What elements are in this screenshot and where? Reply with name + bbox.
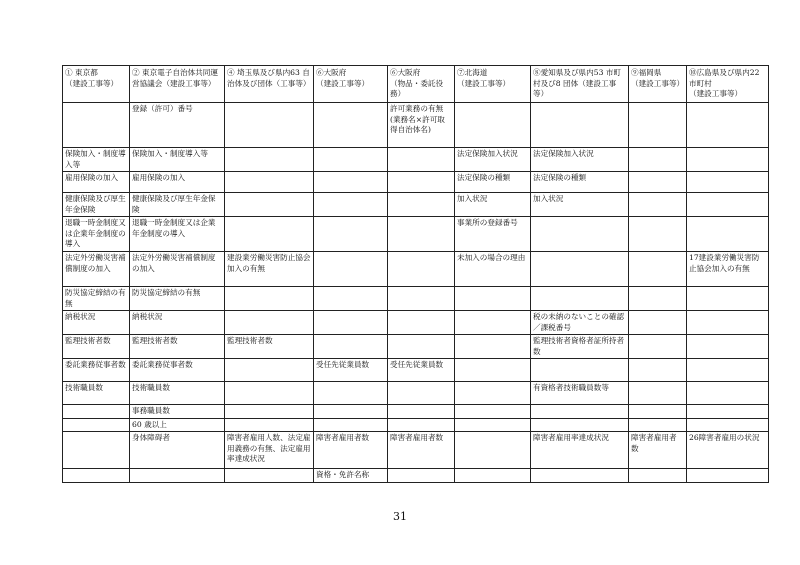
table-cell: [687, 103, 769, 148]
table-row-disabled: [63, 432, 769, 469]
table-cell: [531, 359, 629, 382]
table-cell: 障害者雇用者数: [388, 432, 455, 469]
table-cell: [63, 432, 130, 469]
table-row-accident-comp: [63, 252, 769, 287]
table-cell: [531, 469, 629, 483]
table-cell: [314, 311, 388, 335]
table-cell: [314, 217, 388, 252]
table-cell: [388, 335, 455, 359]
table-cell: [388, 217, 455, 252]
table-cell: [314, 172, 388, 193]
table-cell: [455, 382, 531, 405]
table-cell: [130, 469, 225, 483]
table-cell: 技術職員数: [63, 382, 130, 405]
table-cell: 納税状況: [130, 311, 225, 335]
table-cell: [629, 469, 687, 483]
table-cell: [455, 418, 531, 432]
table-cell: [687, 172, 769, 193]
table-cell: [531, 252, 629, 287]
table-cell: [531, 103, 629, 148]
table-cell: [687, 217, 769, 252]
table-cell: 加入状況: [531, 193, 629, 217]
table-cell: 登録（許可）番号: [130, 103, 225, 148]
table-cell: 60 歳以上: [130, 418, 225, 432]
table-cell: [388, 148, 455, 172]
table-cell: [225, 469, 314, 483]
table-cell: [629, 103, 687, 148]
column-header-1: ① 東京都 （建設工事等）: [63, 66, 130, 103]
table-cell: [687, 418, 769, 432]
table-cell: [63, 405, 130, 419]
column-header-9: ⑩広島県及び県内22 市町村 （建設工事等）: [687, 66, 769, 103]
table-cell: [629, 148, 687, 172]
table-cell: [225, 418, 314, 432]
table-cell: [687, 311, 769, 335]
table-cell: [531, 418, 629, 432]
column-header-3: ④ 埼玉県及び県内63 自治体及び団体（工事等）: [225, 66, 314, 103]
table-cell: 障害者雇用者数: [314, 432, 388, 469]
table-header-row: [63, 66, 769, 103]
table-cell: [687, 287, 769, 311]
table-cell: 防災協定締結の有無: [130, 287, 225, 311]
table-cell: 障害者雇用者数: [629, 432, 687, 469]
table-cell: 退職一時金制度又は企業年金制度の導入: [130, 217, 225, 252]
table-cell: [687, 405, 769, 419]
table-cell: [225, 311, 314, 335]
table-cell: [455, 432, 531, 469]
table-cell: [455, 311, 531, 335]
table-cell: 納税状況: [63, 311, 130, 335]
table-cell: [531, 405, 629, 419]
table-cell: [314, 252, 388, 287]
table-cell: 事務職員数: [130, 405, 225, 419]
table-cell: 健康保険及び厚生年金保険: [63, 193, 130, 217]
table-cell: 監理技術者数: [63, 335, 130, 359]
table-cell: 受任先従業員数: [314, 359, 388, 382]
table-cell: 防災協定締結の有無: [63, 287, 130, 311]
table-cell: 有資格者技術職員数等: [531, 382, 629, 405]
table-row-disaster-agreement: [63, 287, 769, 311]
table-row-office-staff: [63, 405, 769, 419]
table-cell: 監理技術者資格者証所持者数: [531, 335, 629, 359]
table-cell: [455, 335, 531, 359]
table-cell: [225, 359, 314, 382]
table-row-health-pension: [63, 193, 769, 217]
table-cell: [629, 311, 687, 335]
column-header-6: ⑦北海道 （建設工事等）: [455, 66, 531, 103]
table-cell: 26障害者雇用の状況: [687, 432, 769, 469]
table-cell: [687, 193, 769, 217]
table-cell: [225, 382, 314, 405]
table-row-retirement: [63, 217, 769, 252]
table-row-registration: [63, 103, 769, 148]
table-cell: 身体障碍者: [130, 432, 225, 469]
table-cell: [388, 418, 455, 432]
table-cell: [687, 148, 769, 172]
comparison-table: [62, 65, 769, 483]
column-header-4: ⑥大阪府 （建設工事等）: [314, 66, 388, 103]
table-cell: [388, 287, 455, 311]
table-cell: [629, 382, 687, 405]
table-cell: [314, 103, 388, 148]
table-cell: [388, 193, 455, 217]
table-cell: 雇用保険の加入: [130, 172, 225, 193]
table-cell: [629, 252, 687, 287]
column-header-7: ⑧愛知県及び県内53 市町村及び8 団体（建設工事等）: [531, 66, 629, 103]
table-cell: 障害者雇用率達成状況: [531, 432, 629, 469]
table-cell: [225, 148, 314, 172]
table-cell: [388, 405, 455, 419]
table-cell: [388, 252, 455, 287]
table-cell: [63, 103, 130, 148]
table-cell: 事業所の登録番号: [455, 217, 531, 252]
column-header-2: ② 東京電子自治体共同運営協議会（建設工事等）: [130, 66, 225, 103]
table-cell: [687, 335, 769, 359]
table-row-over-60: [63, 418, 769, 432]
table-cell: 資格・免許名称: [314, 469, 388, 483]
table-cell: [629, 418, 687, 432]
page-number: 31: [393, 510, 407, 523]
table-cell: [531, 287, 629, 311]
column-header-5: ⑥大阪府 （物品・委託役務）: [388, 66, 455, 103]
table-cell: 監理技術者数: [130, 335, 225, 359]
table-cell: [225, 405, 314, 419]
table-cell: 17建設業労働災害防止協会加入の有無: [687, 252, 769, 287]
table-cell: [225, 287, 314, 311]
table-cell: 保険加入・制度導入等: [130, 148, 225, 172]
table-cell: 退職一時金制度又は企業年金制度の導入: [63, 217, 130, 252]
table-cell: [225, 103, 314, 148]
table-cell: [629, 405, 687, 419]
table-cell: 障害者雇用人数、法定雇用義務の有無、法定雇用率達成状況: [225, 432, 314, 469]
table-cell: [314, 148, 388, 172]
table-cell: [388, 469, 455, 483]
table-cell: 法定保険の種類: [531, 172, 629, 193]
table-row-employment-insurance: [63, 172, 769, 193]
table-cell: [225, 172, 314, 193]
table-cell: [314, 193, 388, 217]
table-cell: 建設業労働災害防止協会加入の有無: [225, 252, 314, 287]
table-cell: [388, 382, 455, 405]
table-cell: 加入状況: [455, 193, 531, 217]
table-row-supervising-engineers: [63, 335, 769, 359]
table-cell: 許可業務の有無(業務名×許可取得自治体名): [388, 103, 455, 148]
table-cell: [455, 103, 531, 148]
table-cell: [63, 469, 130, 483]
table-cell: [687, 382, 769, 405]
table-row-insurance: [63, 148, 769, 172]
table-cell: [455, 287, 531, 311]
table-cell: [455, 359, 531, 382]
table-row-contract-staff: [63, 359, 769, 382]
table-cell: 法定保険加入状況: [455, 148, 531, 172]
table-cell: [629, 217, 687, 252]
table-cell: [63, 418, 130, 432]
table-cell: [314, 287, 388, 311]
table-cell: 法定保険の種類: [455, 172, 531, 193]
table-cell: [314, 382, 388, 405]
table-cell: 雇用保険の加入: [63, 172, 130, 193]
table-cell: [388, 172, 455, 193]
table-cell: 受任先従業員数: [388, 359, 455, 382]
table-cell: 保険加入・制度導入等: [63, 148, 130, 172]
table-cell: [388, 311, 455, 335]
table-row-technical-staff: [63, 382, 769, 405]
table-cell: [314, 405, 388, 419]
table-row-tax: [63, 311, 769, 335]
table-cell: [225, 217, 314, 252]
table-cell: 委託業務従事者数: [130, 359, 225, 382]
table-cell: 委託業務従事者数: [63, 359, 130, 382]
table-cell: [629, 193, 687, 217]
table-cell: [314, 418, 388, 432]
table-cell: [629, 172, 687, 193]
table-cell: 法定保険加入状況: [531, 148, 629, 172]
table-cell: [455, 405, 531, 419]
table-cell: [225, 193, 314, 217]
table-cell: [629, 359, 687, 382]
table-cell: 法定外労働災害補償制度の加入: [63, 252, 130, 287]
table-cell: [687, 359, 769, 382]
table-cell: [629, 287, 687, 311]
table-cell: 未加入の場合の理由: [455, 252, 531, 287]
table-cell: 法定外労働災害補償制度の加入: [130, 252, 225, 287]
table-cell: [687, 469, 769, 483]
table-cell: [314, 335, 388, 359]
table-cell: [455, 469, 531, 483]
table-cell: [531, 217, 629, 252]
table-cell: 監理技術者数: [225, 335, 314, 359]
column-header-8: ⑨福岡県 （建設工事等）: [629, 66, 687, 103]
table-cell: 技術職員数: [130, 382, 225, 405]
table-body: [63, 103, 769, 483]
table-cell: 税の未納のないことの確認／課税番号: [531, 311, 629, 335]
table-cell: 健康保険及び厚生年金保険: [130, 193, 225, 217]
table-cell: [629, 335, 687, 359]
table-row-qualifications: [63, 469, 769, 483]
